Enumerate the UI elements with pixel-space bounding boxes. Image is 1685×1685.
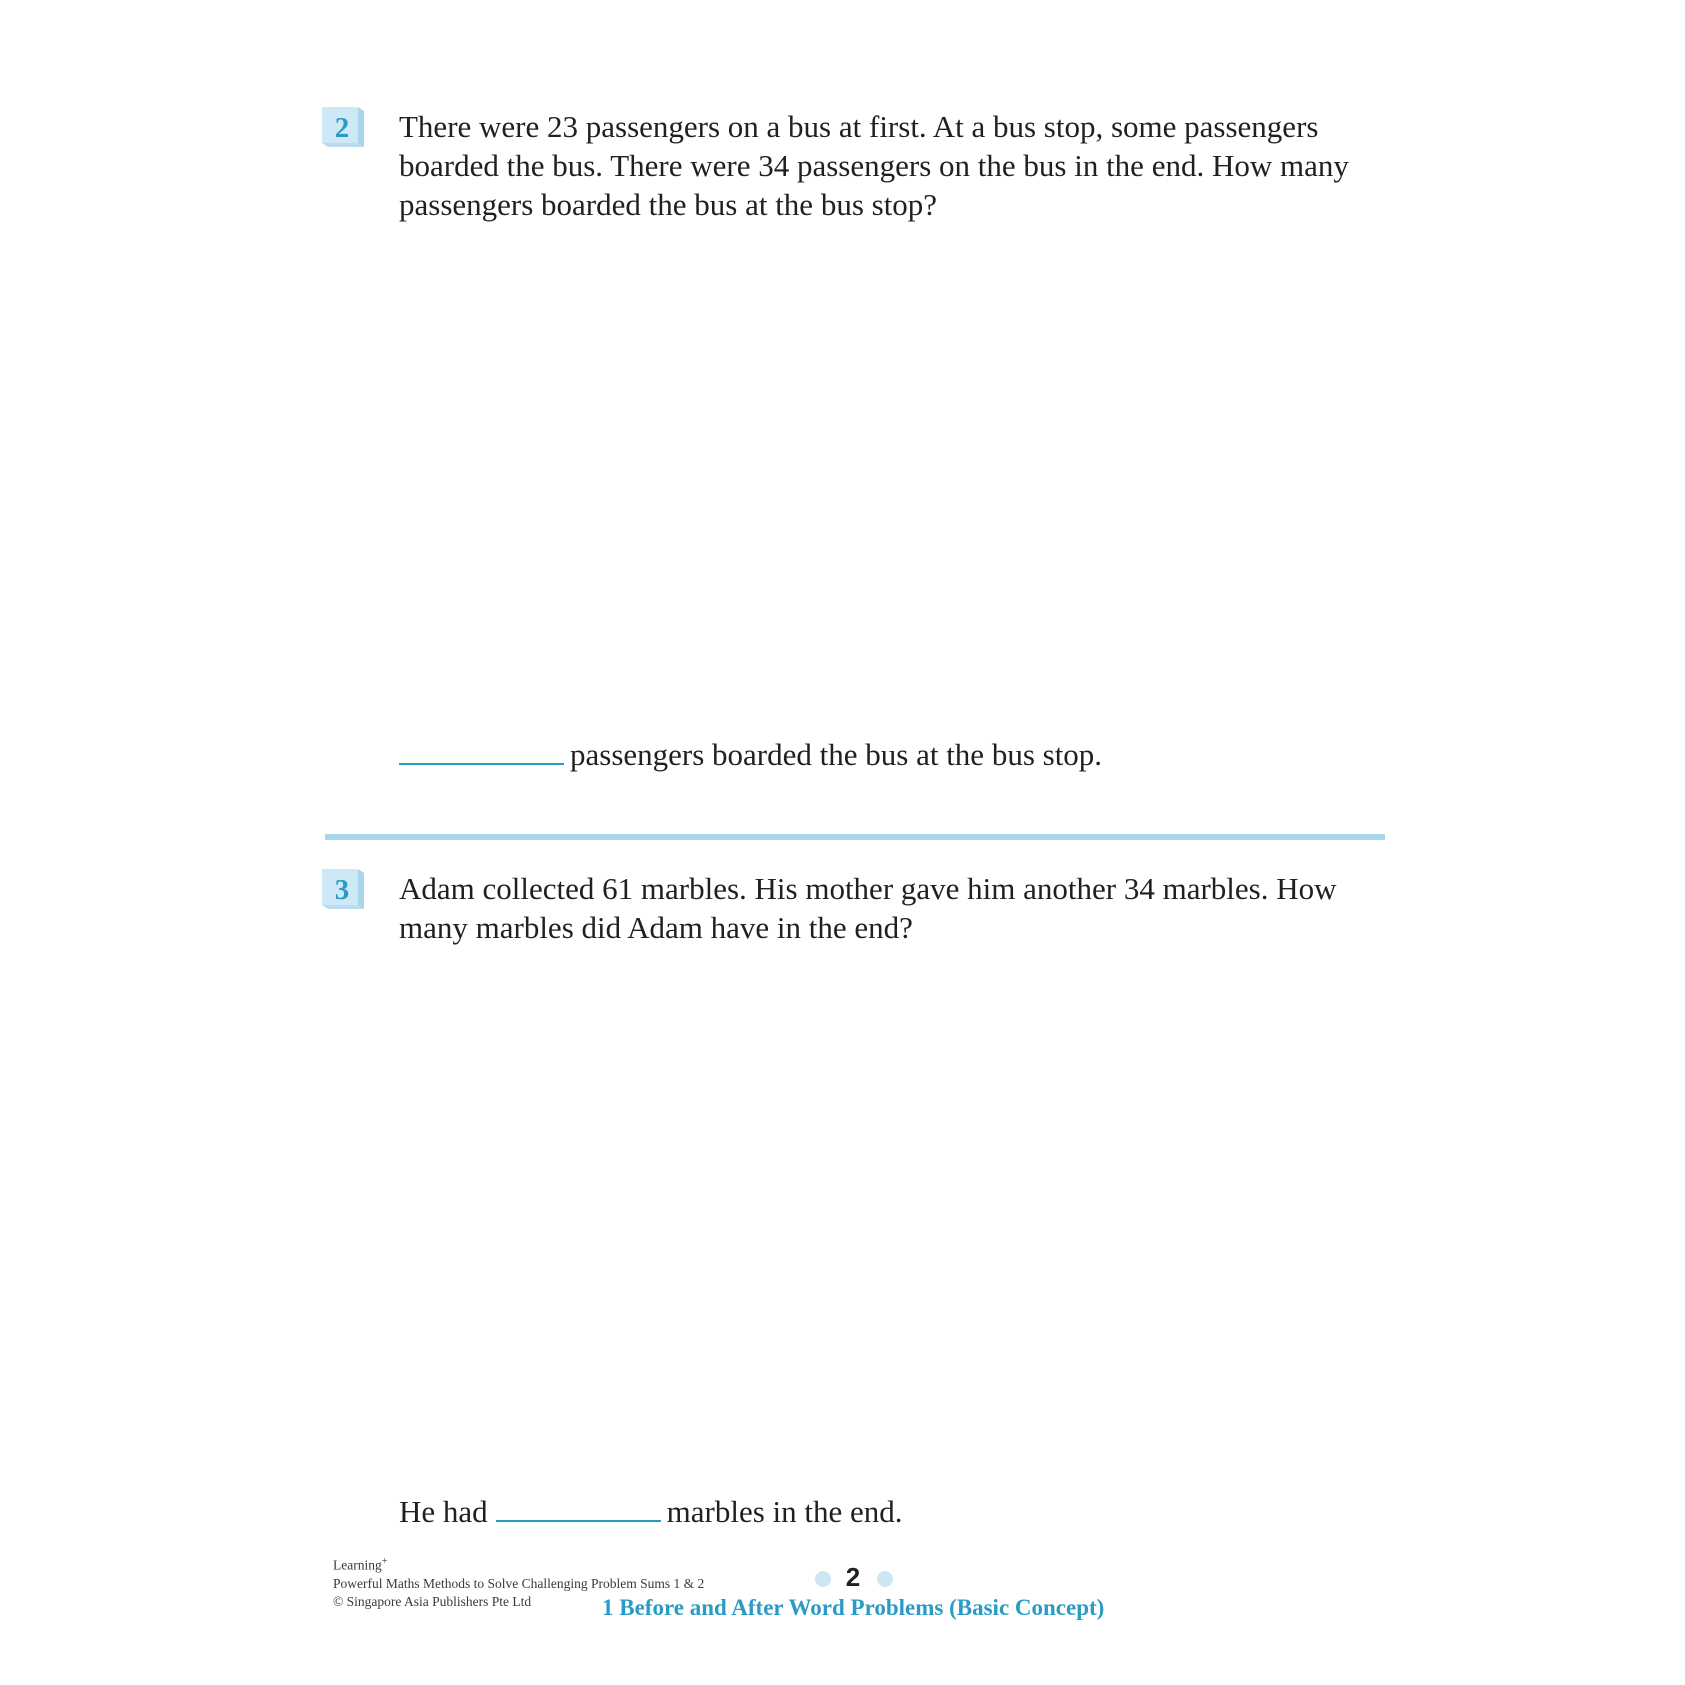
question-text: There were 23 passengers on a bus at first. At a bus stop, some passengers boarded the bus. There were 34 passengers on the bus in the end. How many passengers boarded the bus at the bus stop?: [399, 109, 1349, 222]
question-number-badge: [322, 107, 368, 153]
brand-logo: Learning+: [333, 1556, 388, 1573]
question-text: Adam collected 61 marbles. His mother gave him another 34 marbles. How many marbles did Adam have in the end?: [399, 871, 1337, 945]
answer-text: passengers boarded the bus at the bus stop.: [570, 737, 1103, 772]
section-divider: [325, 834, 1385, 840]
copyright: © Singapore Asia Publishers Pte Ltd: [333, 1593, 532, 1609]
question-number-badge: [322, 869, 368, 915]
page-number: 2: [845, 1562, 861, 1592]
answer-line: [399, 1490, 903, 1531]
answer-line: [399, 733, 1102, 774]
chapter-title: 1 Before and After Word Problems (Basic Concept): [602, 1595, 1105, 1620]
question-number: 3: [334, 874, 350, 906]
answer-blank[interactable]: [399, 733, 564, 765]
question-number: 2: [334, 112, 350, 144]
answer-text: marbles in the end.: [666, 1494, 903, 1529]
decorative-dot-right: [877, 1571, 893, 1587]
answer-prefix: He had: [399, 1494, 488, 1529]
book-title: Powerful Maths Methods to Solve Challenging Problem Sums 1 & 2: [333, 1575, 705, 1591]
answer-blank[interactable]: [496, 1490, 661, 1522]
